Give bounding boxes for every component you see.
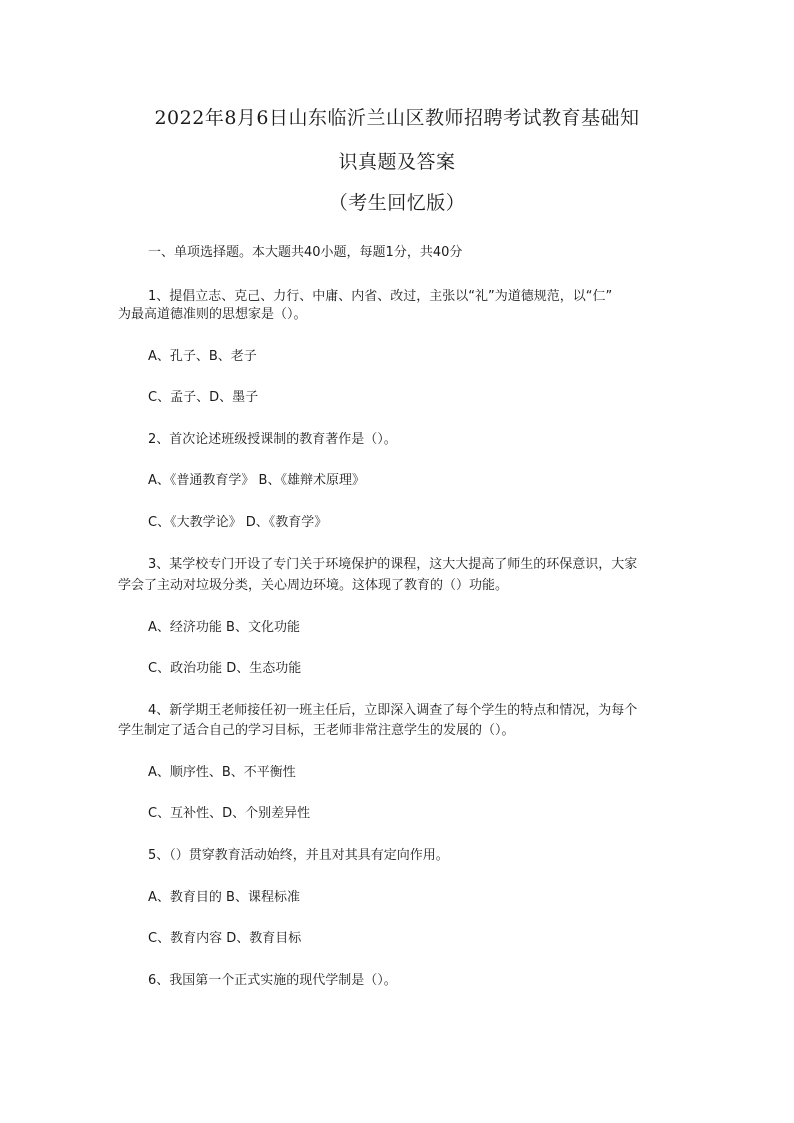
question-2-options-ab: A、《普通教育学》 B、《雄辩术原理》 <box>148 473 365 488</box>
question-1-options-ab: A、孔子、B、老子 <box>148 349 257 364</box>
question-2-text: 2、首次论述班级授课制的教育著作是（）。 <box>148 432 397 447</box>
question-3-text: 3、某学校专门开设了专门关于环境保护的课程，这大大提高了师生的环保意识，大家 <box>148 557 638 572</box>
question-5-options-ab: A、教育目的 B、课程标准 <box>148 890 300 905</box>
question-4-text-cont: 学生制定了适合自己的学习目标，王老师非常注意学生的发展的（）。 <box>118 723 515 738</box>
question-5-text: 5、（）贯穿教育活动始终，并且对其具有定向作用。 <box>148 848 449 863</box>
question-1-text-cont: 为最高道德准则的思想家是（）。 <box>118 307 307 322</box>
question-5-options-cd: C、教育内容 D、教育目标 <box>148 931 302 946</box>
section-heading: 一、单项选择题。本大题共40小题，每题1分，共40分 <box>148 245 463 260</box>
question-3-text-cont: 学会了主动对垃圾分类，关心周边环境。这体现了教育的（）功能。 <box>118 578 509 593</box>
question-1-text: 1、提倡立志、克己、力行、中庸、内省、改过，主张以“礼”为道德规范，以“仁” <box>148 289 613 304</box>
document-title-line-2: 识真题及答案 <box>338 151 456 173</box>
question-4-text: 4、新学期王老师接任初一班主任后，立即深入调查了每个学生的特点和情况，为每个 <box>148 703 638 718</box>
question-2-options-cd: C、《大教学论》 D、《教育学》 <box>148 515 328 530</box>
question-4-options-ab: A、顺序性、B、不平衡性 <box>148 765 296 780</box>
document-title-line-1: 2022年8月6日山东临沂兰山区教师招聘考试教育基础知 <box>154 107 640 129</box>
question-4-options-cd: C、互补性、D、个别差异性 <box>148 806 311 821</box>
question-6-text: 6、我国第一个正式实施的现代学制是（）。 <box>148 973 397 988</box>
document-subtitle: （考生回忆版） <box>328 192 466 214</box>
question-1-options-cd: C、孟子、D、墨子 <box>148 390 259 405</box>
question-3-options-ab: A、经济功能 B、文化功能 <box>148 620 300 635</box>
question-3-options-cd: C、政治功能 D、生态功能 <box>148 661 302 676</box>
